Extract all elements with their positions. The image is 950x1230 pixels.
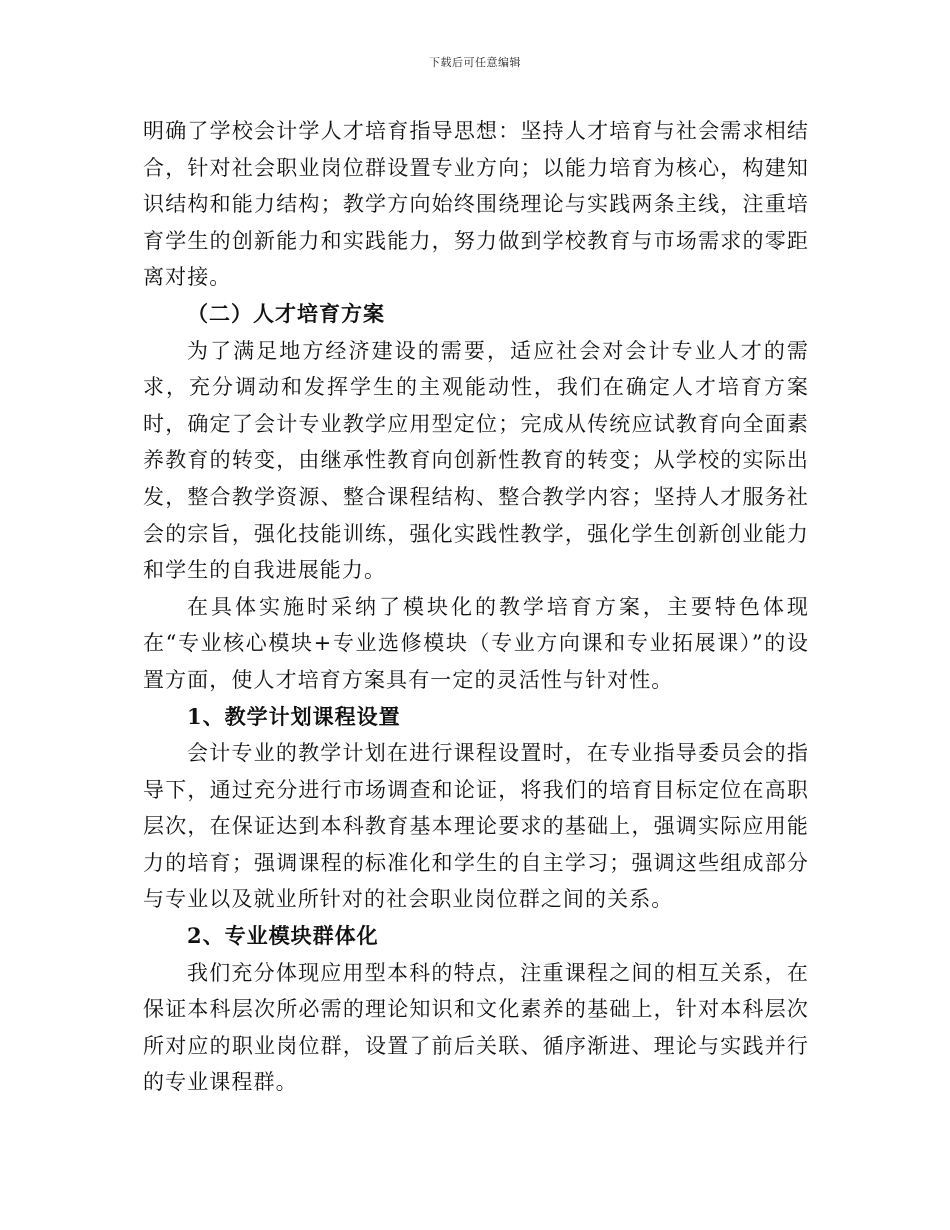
paragraph-guiding-ideology: 明确了学校会计学人才培育指导思想：坚持人才培育与社会需求相结合，针对社会职业岗位群设置专业方向；以能力培育为核心，构建知识结构和能力结构；教学方向始终围绕理论与实践两条主线，注重培育学生的创新能力和实践能力，努力做到学校教育与市场需求的零距离对接。 xyxy=(143,119,809,290)
section-heading-training-plan: （二）人才培育方案 xyxy=(187,300,385,326)
paragraph-modular-plan: 在具体实施时采纳了模块化的教学培育方案，主要特色体现在“专业核心模块+专业选修模块（专业方向课和专业拓展课）”的设置方面，使人才培育方案具有一定的灵活性与针对性。 xyxy=(143,594,809,692)
document-body xyxy=(143,113,809,1101)
subheading-module-grouping: 2、专业模块群体化 xyxy=(187,923,379,949)
page-header: 下载后可任意编辑 xyxy=(429,56,521,69)
paragraph-curriculum-setting: 会计专业的教学计划在进行课程设置时，在专业指导委员会的指导下，通过充分进行市场调查和论证，将我们的培育目标定位在高职层次，在保证达到本科教育基本理论要求的基础上，强调实际应用能力的培育；强调课程的标准化和学生的自主学习；强调这些组成部分与专业以及就业所针对的社会职业岗位群之间的关系。 xyxy=(143,741,809,912)
paragraph-module-grouping: 我们充分体现应用型本科的特点，注重课程之间的相互关系，在保证本科层次所必需的理论知识和文化素养的基础上，针对本科层次所对应的职业岗位群，设置了前后关联、循序渐进、理论与实践并行的专业课程群。 xyxy=(143,960,809,1095)
paragraph-training-plan: 为了满足地方经济建设的需要，适应社会对会计专业人才的需求，充分调动和发挥学生的主观能动性，我们在确定人才培育方案时，确定了会计专业教学应用型定位；完成从传统应试教育向全面素养教育的转变，由继承性教育向创新性教育的转变；从学校的实际出发，整合教学资源、整合课程结构、整合教学内容；坚持人才服务社会的宗旨，强化技能训练，强化实践性教学，强化学生创新创业能力和学生的自我进展能力。 xyxy=(143,338,809,583)
subheading-curriculum-setting: 1、教学计划课程设置 xyxy=(187,703,401,729)
